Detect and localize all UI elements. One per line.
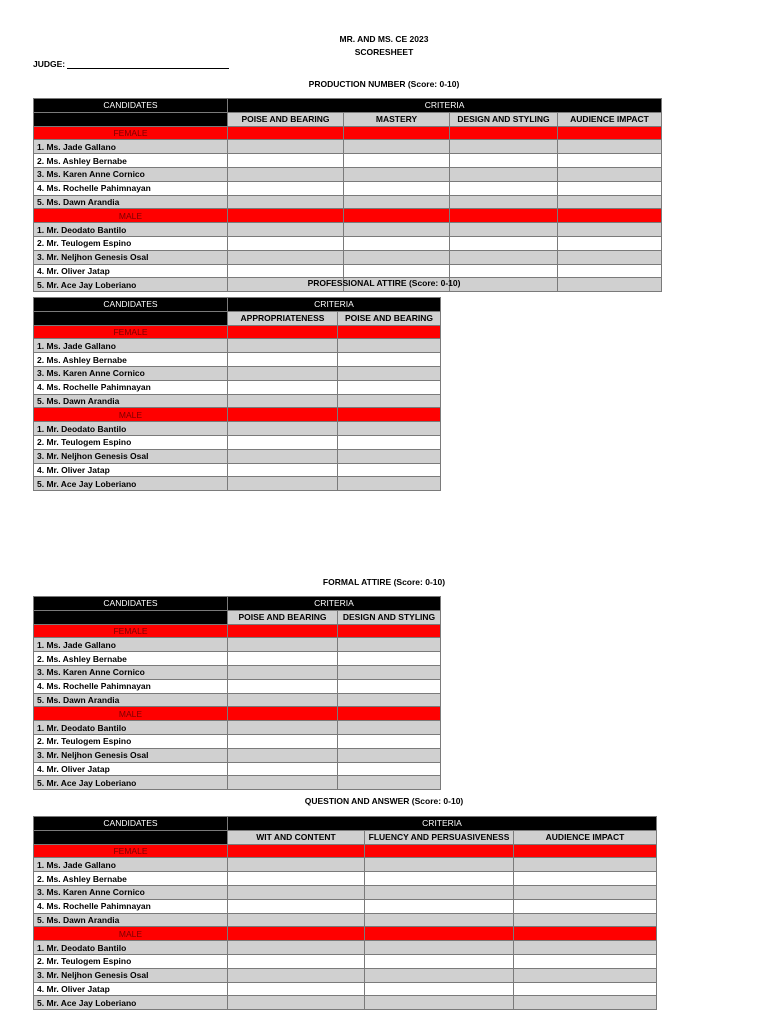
score-cell[interactable]	[558, 250, 662, 264]
score-cell[interactable]	[450, 264, 558, 278]
score-cell[interactable]	[228, 954, 365, 968]
score-cell[interactable]	[338, 353, 441, 367]
score-cell[interactable]	[338, 449, 441, 463]
judge-signature-line[interactable]	[67, 60, 229, 69]
table-row	[34, 968, 657, 982]
criteria-column-header: AUDIENCE IMPACT	[558, 112, 662, 126]
score-cell[interactable]	[450, 181, 558, 195]
group-filler-cell	[228, 844, 365, 858]
criteria-column-header: FLUENCY AND PERSUASIVENESS	[365, 830, 514, 844]
candidate-name: 3. Mr. Neljhon Genesis Osal	[34, 250, 228, 264]
candidate-name: 3. Mr. Neljhon Genesis Osal	[34, 968, 228, 982]
table-row	[34, 982, 657, 996]
criteria-header: CRITERIA	[228, 99, 662, 113]
group-row-male	[34, 209, 662, 223]
candidate-name: 4. Ms. Rochelle Pahimnayan	[34, 679, 228, 693]
criteria-row	[34, 112, 662, 126]
criteria-column-header: DESIGN AND STYLING	[450, 112, 558, 126]
score-cell[interactable]	[514, 996, 657, 1010]
score-cell[interactable]	[228, 394, 338, 408]
section-title: FORMAL ATTIRE (Score: 0-10)	[322, 577, 446, 587]
score-cell[interactable]	[338, 679, 441, 693]
score-cell[interactable]	[344, 223, 450, 237]
table-row	[34, 477, 441, 491]
table-row	[34, 996, 657, 1010]
score-cell[interactable]	[558, 236, 662, 250]
candidate-name: 2. Ms. Ashley Bernabe	[34, 353, 228, 367]
table-row	[34, 941, 657, 955]
table-row	[34, 422, 441, 436]
table-row	[34, 154, 662, 168]
score-cell[interactable]	[228, 748, 338, 762]
candidates-header-filler	[34, 311, 228, 325]
score-cell[interactable]	[338, 762, 441, 776]
group-filler-cell	[344, 209, 450, 223]
table-header-row	[34, 817, 657, 831]
candidate-name: 1. Ms. Jade Gallano	[34, 858, 228, 872]
score-cell[interactable]	[338, 652, 441, 666]
criteria-header: CRITERIA	[228, 817, 657, 831]
score-cell[interactable]	[228, 250, 344, 264]
table-row	[34, 748, 441, 762]
score-table	[33, 596, 441, 790]
candidates-header-filler	[34, 830, 228, 844]
group-filler-cell	[228, 408, 338, 422]
criteria-header: CRITERIA	[228, 597, 441, 611]
score-cell[interactable]	[558, 223, 662, 237]
table-row	[34, 195, 662, 209]
candidate-name: 4. Ms. Rochelle Pahimnayan	[34, 380, 228, 394]
score-cell[interactable]	[450, 195, 558, 209]
group-label: FEMALE	[34, 126, 228, 140]
candidate-name: 1. Ms. Jade Gallano	[34, 638, 228, 652]
table-row	[34, 366, 441, 380]
candidate-name: 1. Ms. Jade Gallano	[34, 140, 228, 154]
candidate-name: 2. Mr. Teulogem Espino	[34, 236, 228, 250]
group-row-male	[34, 707, 441, 721]
candidate-name: 3. Ms. Karen Anne Cornico	[34, 885, 228, 899]
group-label: FEMALE	[34, 844, 228, 858]
score-cell[interactable]	[228, 353, 338, 367]
candidates-header: CANDIDATES	[34, 817, 228, 831]
candidate-name: 5. Mr. Ace Jay Loberiano	[34, 996, 228, 1010]
score-cell[interactable]	[365, 858, 514, 872]
candidate-name: 1. Mr. Deodato Bantilo	[34, 721, 228, 735]
score-cell[interactable]	[228, 449, 338, 463]
score-cell[interactable]	[365, 899, 514, 913]
score-cell[interactable]	[365, 954, 514, 968]
candidate-name: 3. Ms. Karen Anne Cornico	[34, 366, 228, 380]
score-cell[interactable]	[338, 435, 441, 449]
score-cell[interactable]	[344, 236, 450, 250]
score-cell[interactable]	[228, 223, 344, 237]
score-cell[interactable]	[228, 638, 338, 652]
table-row	[34, 885, 657, 899]
table-row	[34, 449, 441, 463]
criteria-header: CRITERIA	[228, 298, 441, 312]
criteria-column-header: MASTERY	[344, 112, 450, 126]
score-cell[interactable]	[365, 996, 514, 1010]
table-row	[34, 652, 441, 666]
group-label: MALE	[34, 408, 228, 422]
group-filler-cell	[450, 209, 558, 223]
score-cell[interactable]	[338, 477, 441, 491]
candidate-name: 2. Mr. Teulogem Espino	[34, 734, 228, 748]
judge-field	[33, 59, 229, 69]
score-cell[interactable]	[338, 394, 441, 408]
group-label: FEMALE	[34, 624, 228, 638]
group-label: MALE	[34, 209, 228, 223]
section-title: PRODUCTION NUMBER (Score: 0-10)	[308, 79, 460, 89]
score-cell[interactable]	[365, 913, 514, 927]
criteria-column-header: AUDIENCE IMPACT	[514, 830, 657, 844]
candidate-name: 3. Mr. Neljhon Genesis Osal	[34, 748, 228, 762]
group-row-female	[34, 624, 441, 638]
score-cell[interactable]	[344, 181, 450, 195]
table-row	[34, 435, 441, 449]
score-cell[interactable]	[228, 941, 365, 955]
table-row	[34, 776, 441, 790]
table-row	[34, 167, 662, 181]
candidates-header-filler	[34, 610, 228, 624]
score-cell[interactable]	[514, 941, 657, 955]
table-row	[34, 954, 657, 968]
group-label: MALE	[34, 927, 228, 941]
criteria-row	[34, 311, 441, 325]
score-cell[interactable]	[450, 250, 558, 264]
score-cell[interactable]	[558, 167, 662, 181]
page-subtitle: SCORESHEET	[354, 47, 414, 57]
table-row	[34, 721, 441, 735]
table-row	[34, 872, 657, 886]
table-header-row	[34, 597, 441, 611]
candidate-name: 3. Ms. Karen Anne Cornico	[34, 167, 228, 181]
score-cell[interactable]	[514, 885, 657, 899]
group-filler-cell	[558, 209, 662, 223]
score-cell[interactable]	[558, 264, 662, 278]
score-cell[interactable]	[514, 954, 657, 968]
score-cell[interactable]	[344, 264, 450, 278]
table-row	[34, 693, 441, 707]
table-row	[34, 339, 441, 353]
criteria-column-header: POISE AND BEARING	[338, 311, 441, 325]
score-cell[interactable]	[228, 140, 344, 154]
candidate-name: 5. Ms. Dawn Arandia	[34, 394, 228, 408]
score-cell[interactable]	[228, 435, 338, 449]
table-row	[34, 353, 441, 367]
score-cell[interactable]	[514, 968, 657, 982]
score-cell[interactable]	[228, 195, 344, 209]
candidate-name: 2. Mr. Teulogem Espino	[34, 435, 228, 449]
group-row-female	[34, 325, 441, 339]
table-row	[34, 762, 441, 776]
group-filler-cell	[228, 126, 344, 140]
table-row	[34, 236, 662, 250]
table-row	[34, 181, 662, 195]
candidate-name: 1. Mr. Deodato Bantilo	[34, 223, 228, 237]
criteria-row	[34, 830, 657, 844]
table-row	[34, 638, 441, 652]
score-cell[interactable]	[228, 858, 365, 872]
score-cell[interactable]	[228, 339, 338, 353]
score-cell[interactable]	[338, 693, 441, 707]
score-cell[interactable]	[338, 422, 441, 436]
score-cell[interactable]	[228, 762, 338, 776]
table-row	[34, 264, 662, 278]
candidate-name: 1. Mr. Deodato Bantilo	[34, 941, 228, 955]
score-cell[interactable]	[365, 941, 514, 955]
score-cell[interactable]	[228, 477, 338, 491]
score-cell[interactable]	[514, 913, 657, 927]
group-row-female	[34, 844, 657, 858]
group-filler-cell	[450, 126, 558, 140]
candidate-name: 4. Mr. Oliver Jatap	[34, 762, 228, 776]
candidate-name: 2. Mr. Teulogem Espino	[34, 954, 228, 968]
criteria-column-header: APPROPRIATENESS	[228, 311, 338, 325]
score-table	[33, 816, 657, 1010]
table-row	[34, 665, 441, 679]
score-cell[interactable]	[450, 223, 558, 237]
group-filler-cell	[514, 844, 657, 858]
score-cell[interactable]	[365, 872, 514, 886]
score-table	[33, 98, 662, 292]
score-cell[interactable]	[338, 339, 441, 353]
score-cell[interactable]	[514, 982, 657, 996]
table-row	[34, 394, 441, 408]
candidate-name: 5. Ms. Dawn Arandia	[34, 693, 228, 707]
group-filler-cell	[228, 624, 338, 638]
score-cell[interactable]	[338, 748, 441, 762]
score-cell[interactable]	[228, 721, 338, 735]
criteria-column-header: WIT AND CONTENT	[228, 830, 365, 844]
score-cell[interactable]	[450, 236, 558, 250]
score-cell[interactable]	[344, 167, 450, 181]
table-row	[34, 250, 662, 264]
score-cell[interactable]	[228, 181, 344, 195]
candidate-name: 5. Mr. Ace Jay Loberiano	[34, 477, 228, 491]
table-row	[34, 380, 441, 394]
group-row-male	[34, 408, 441, 422]
candidate-name: 1. Ms. Jade Gallano	[34, 339, 228, 353]
score-cell[interactable]	[228, 982, 365, 996]
table-row	[34, 913, 657, 927]
group-filler-cell	[514, 927, 657, 941]
score-cell[interactable]	[365, 982, 514, 996]
score-cell[interactable]	[228, 366, 338, 380]
score-cell[interactable]	[514, 899, 657, 913]
candidate-name: 4. Mr. Oliver Jatap	[34, 463, 228, 477]
table-header-row	[34, 298, 441, 312]
candidate-name: 1. Mr. Deodato Bantilo	[34, 422, 228, 436]
score-cell[interactable]	[344, 140, 450, 154]
score-cell[interactable]	[338, 380, 441, 394]
score-cell[interactable]	[228, 652, 338, 666]
score-cell[interactable]	[228, 693, 338, 707]
candidates-header: CANDIDATES	[34, 298, 228, 312]
section-title: QUESTION AND ANSWER (Score: 0-10)	[304, 796, 464, 806]
candidate-name: 4. Mr. Oliver Jatap	[34, 264, 228, 278]
score-cell[interactable]	[228, 380, 338, 394]
section-title: PROFESSIONAL ATTIRE (Score: 0-10)	[307, 278, 461, 288]
candidate-name: 3. Ms. Karen Anne Cornico	[34, 665, 228, 679]
score-cell[interactable]	[228, 913, 365, 927]
score-cell[interactable]	[344, 195, 450, 209]
score-cell[interactable]	[228, 968, 365, 982]
criteria-column-header: POISE AND BEARING	[228, 610, 338, 624]
candidate-name: 3. Mr. Neljhon Genesis Osal	[34, 449, 228, 463]
score-cell[interactable]	[228, 679, 338, 693]
score-cell[interactable]	[228, 665, 338, 679]
score-cell[interactable]	[228, 264, 344, 278]
score-cell[interactable]	[450, 167, 558, 181]
score-cell[interactable]	[558, 195, 662, 209]
score-cell[interactable]	[338, 721, 441, 735]
table-row	[34, 463, 441, 477]
score-cell[interactable]	[228, 154, 344, 168]
score-cell[interactable]	[514, 858, 657, 872]
table-row	[34, 679, 441, 693]
score-cell[interactable]	[338, 638, 441, 652]
candidate-name: 2. Ms. Ashley Bernabe	[34, 872, 228, 886]
criteria-column-header: POISE AND BEARING	[228, 112, 344, 126]
score-table	[33, 297, 441, 491]
group-filler-cell	[344, 126, 450, 140]
group-filler-cell	[558, 126, 662, 140]
score-cell[interactable]	[228, 776, 338, 790]
score-cell[interactable]	[228, 167, 344, 181]
group-row-female	[34, 126, 662, 140]
candidate-name: 2. Ms. Ashley Bernabe	[34, 652, 228, 666]
group-filler-cell	[228, 707, 338, 721]
candidate-name: 4. Ms. Rochelle Pahimnayan	[34, 899, 228, 913]
score-cell[interactable]	[338, 366, 441, 380]
group-label: FEMALE	[34, 325, 228, 339]
candidate-name: 5. Ms. Dawn Arandia	[34, 195, 228, 209]
group-filler-cell	[365, 927, 514, 941]
candidate-name: 2. Ms. Ashley Bernabe	[34, 154, 228, 168]
score-cell[interactable]	[228, 996, 365, 1010]
score-cell[interactable]	[365, 968, 514, 982]
candidate-name: 5. Mr. Ace Jay Loberiano	[34, 776, 228, 790]
table-row	[34, 734, 441, 748]
group-row-male	[34, 927, 657, 941]
score-cell[interactable]	[558, 181, 662, 195]
candidates-header-filler	[34, 112, 228, 126]
candidate-name: 4. Mr. Oliver Jatap	[34, 982, 228, 996]
criteria-row	[34, 610, 441, 624]
group-filler-cell	[338, 707, 441, 721]
score-cell[interactable]	[450, 140, 558, 154]
score-cell[interactable]	[228, 463, 338, 477]
group-filler-cell	[338, 624, 441, 638]
score-cell[interactable]	[228, 885, 365, 899]
score-cell[interactable]	[228, 734, 338, 748]
group-filler-cell	[228, 927, 365, 941]
page-title: MR. AND MS. CE 2023	[339, 34, 429, 44]
score-cell[interactable]	[365, 885, 514, 899]
score-cell[interactable]	[338, 734, 441, 748]
table-row	[34, 223, 662, 237]
group-filler-cell	[228, 209, 344, 223]
table-row	[34, 858, 657, 872]
criteria-column-header: DESIGN AND STYLING	[338, 610, 441, 624]
candidates-header: CANDIDATES	[34, 597, 228, 611]
score-cell[interactable]	[228, 422, 338, 436]
score-cell[interactable]	[338, 665, 441, 679]
score-cell[interactable]	[514, 872, 657, 886]
table-row	[34, 140, 662, 154]
score-cell[interactable]	[228, 872, 365, 886]
score-cell[interactable]	[558, 154, 662, 168]
score-cell[interactable]	[558, 140, 662, 154]
table-row	[34, 899, 657, 913]
candidate-name: 4. Ms. Rochelle Pahimnayan	[34, 181, 228, 195]
candidate-name: 5. Ms. Dawn Arandia	[34, 913, 228, 927]
score-cell[interactable]	[450, 154, 558, 168]
score-cell[interactable]	[228, 899, 365, 913]
group-filler-cell	[365, 844, 514, 858]
score-cell[interactable]	[344, 250, 450, 264]
score-cell[interactable]	[338, 776, 441, 790]
group-filler-cell	[338, 325, 441, 339]
group-label: MALE	[34, 707, 228, 721]
table-header-row	[34, 99, 662, 113]
candidate-name: 5. Mr. Ace Jay Loberiano	[34, 278, 228, 292]
score-cell[interactable]	[228, 236, 344, 250]
group-filler-cell	[338, 408, 441, 422]
candidates-header: CANDIDATES	[34, 99, 228, 113]
score-cell[interactable]	[338, 463, 441, 477]
judge-label: JUDGE:	[33, 59, 66, 69]
group-filler-cell	[228, 325, 338, 339]
score-cell[interactable]	[344, 154, 450, 168]
